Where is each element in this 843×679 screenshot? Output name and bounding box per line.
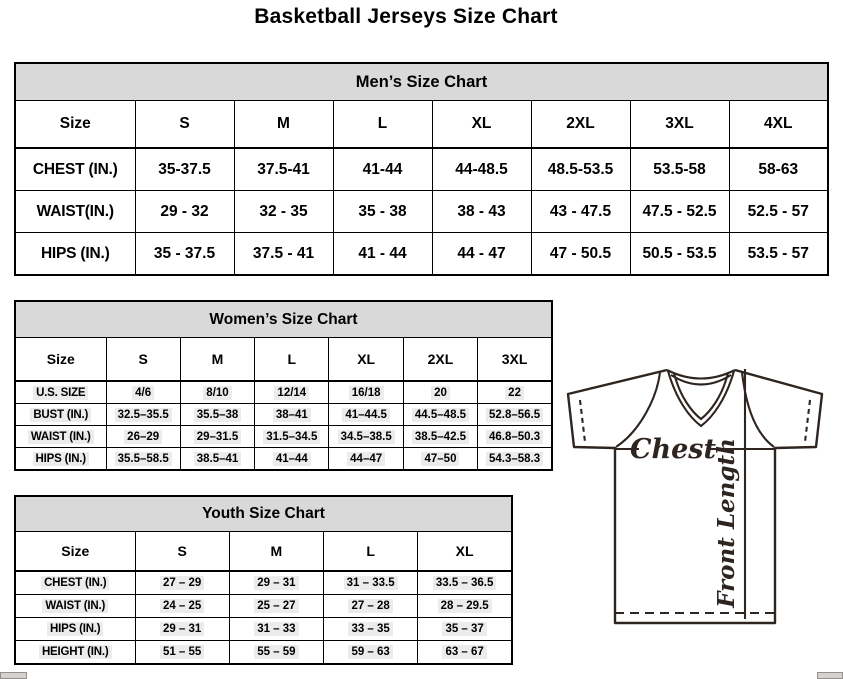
womens-row-label bbox=[15, 426, 106, 448]
youth-cell bbox=[229, 618, 323, 641]
table-row bbox=[15, 148, 828, 191]
cell-text: 33 – 35 bbox=[348, 622, 392, 636]
cell-text: 24 – 25 bbox=[160, 599, 204, 613]
mens-cell: 47.5 - 52.5 bbox=[630, 191, 729, 233]
cell-text: 46.8–50.3 bbox=[486, 430, 543, 444]
mens-row-label: CHEST (IN.) bbox=[15, 148, 135, 191]
mens-cell: 32 - 35 bbox=[234, 191, 333, 233]
cell-text: U.S. SIZE bbox=[33, 386, 88, 400]
cell-text: 29 – 31 bbox=[160, 622, 204, 636]
mens-cell: 58-63 bbox=[729, 148, 828, 191]
collar-back-arc-outer bbox=[667, 370, 735, 379]
youth-cell bbox=[229, 595, 323, 618]
womens-cell bbox=[403, 426, 477, 448]
youth-row-label bbox=[15, 641, 135, 665]
cell-text: 38.5–42.5 bbox=[412, 430, 469, 444]
womens-cell bbox=[180, 448, 254, 471]
womens-cell bbox=[403, 404, 477, 426]
right-cuff-dashed-line bbox=[805, 400, 810, 442]
cell-text: 33.5 – 36.5 bbox=[433, 576, 497, 590]
mens-cell: 43 - 47.5 bbox=[531, 191, 630, 233]
mens-row-label: WAIST(IN.) bbox=[15, 191, 135, 233]
cell-text: 8/10 bbox=[203, 386, 231, 400]
youth-cell bbox=[324, 618, 418, 641]
cell-text: 52.8–56.5 bbox=[486, 408, 543, 422]
youth-col-header: S bbox=[135, 532, 229, 572]
mens-cell: 44-48.5 bbox=[432, 148, 531, 191]
cell-text: 54.3–58.3 bbox=[486, 452, 543, 466]
womens-col-header: M bbox=[180, 338, 254, 382]
mens-col-header-size: Size bbox=[15, 101, 135, 149]
womens-col-header-size: Size bbox=[15, 338, 106, 382]
cell-text: 4/6 bbox=[132, 386, 154, 400]
mens-col-header: 3XL bbox=[630, 101, 729, 149]
cell-text: 44–47 bbox=[347, 452, 385, 466]
youth-cell bbox=[135, 595, 229, 618]
cell-text: 25 – 27 bbox=[254, 599, 298, 613]
cell-text: 47–50 bbox=[421, 452, 459, 466]
front-length-label: Front Length bbox=[713, 438, 740, 608]
mens-cell: 35 - 38 bbox=[333, 191, 432, 233]
youth-row-label bbox=[15, 595, 135, 618]
jersey-measurement-diagram bbox=[558, 363, 833, 629]
table-row bbox=[15, 618, 512, 641]
womens-cell bbox=[255, 426, 329, 448]
cell-text: 31 – 33 bbox=[254, 622, 298, 636]
cell-text: WAIST (IN.) bbox=[28, 430, 94, 444]
youth-row-label bbox=[15, 571, 135, 595]
womens-cell bbox=[478, 404, 552, 426]
mens-col-header: L bbox=[333, 101, 432, 149]
youth-cell bbox=[418, 595, 512, 618]
table-row bbox=[15, 404, 552, 426]
cell-text: 38.5–41 bbox=[194, 452, 242, 466]
mens-cell: 41-44 bbox=[333, 148, 432, 191]
youth-cell bbox=[418, 641, 512, 665]
womens-cell bbox=[106, 381, 180, 404]
womens-col-header: 3XL bbox=[478, 338, 552, 382]
womens-cell bbox=[106, 404, 180, 426]
mens-col-header: M bbox=[234, 101, 333, 149]
youth-size-table bbox=[14, 495, 513, 665]
mens-cell: 41 - 44 bbox=[333, 233, 432, 276]
mens-cell: 47 - 50.5 bbox=[531, 233, 630, 276]
cell-text: 44.5–48.5 bbox=[412, 408, 469, 422]
womens-cell bbox=[255, 404, 329, 426]
womens-col-header: XL bbox=[329, 338, 403, 382]
mens-cell: 37.5-41 bbox=[234, 148, 333, 191]
cell-text: HIPS (IN.) bbox=[33, 452, 89, 466]
mens-col-header: XL bbox=[432, 101, 531, 149]
table-row bbox=[15, 448, 552, 471]
cell-text: CHEST (IN.) bbox=[41, 576, 109, 590]
youth-cell bbox=[418, 571, 512, 595]
collar-back-arc-inner bbox=[671, 375, 731, 385]
cell-text: 51 – 55 bbox=[160, 645, 204, 659]
youth-cell bbox=[229, 641, 323, 665]
cell-text: 22 bbox=[505, 386, 524, 400]
cell-text: BUST (IN.) bbox=[30, 408, 91, 422]
table-row bbox=[15, 426, 552, 448]
cell-text: 38–41 bbox=[273, 408, 311, 422]
cell-text: 63 – 67 bbox=[442, 645, 486, 659]
womens-cell bbox=[478, 381, 552, 404]
mens-cell: 35 - 37.5 bbox=[135, 233, 234, 276]
womens-cell bbox=[180, 426, 254, 448]
cell-text: 12/14 bbox=[274, 386, 309, 400]
youth-cell bbox=[135, 571, 229, 595]
mens-cell: 50.5 - 53.5 bbox=[630, 233, 729, 276]
scrollbar-fragment-right[interactable] bbox=[817, 672, 843, 679]
cell-text: 29–31.5 bbox=[194, 430, 242, 444]
cell-text: 20 bbox=[431, 386, 450, 400]
table-row bbox=[15, 233, 828, 276]
womens-col-header: S bbox=[106, 338, 180, 382]
womens-cell bbox=[329, 404, 403, 426]
youth-cell bbox=[324, 641, 418, 665]
womens-cell bbox=[255, 381, 329, 404]
youth-cell bbox=[418, 618, 512, 641]
cell-text: HIPS (IN.) bbox=[47, 622, 103, 636]
mens-cell: 35-37.5 bbox=[135, 148, 234, 191]
table-row bbox=[15, 595, 512, 618]
womens-cell bbox=[478, 426, 552, 448]
cell-text: 26–29 bbox=[124, 430, 162, 444]
womens-cell bbox=[329, 381, 403, 404]
cell-text: 28 – 29.5 bbox=[438, 599, 492, 613]
cell-text: 59 – 63 bbox=[348, 645, 392, 659]
youth-cell bbox=[324, 595, 418, 618]
cell-text: 41–44.5 bbox=[342, 408, 390, 422]
mens-cell: 53.5 - 57 bbox=[729, 233, 828, 276]
table-row bbox=[15, 381, 552, 404]
youth-cell bbox=[229, 571, 323, 595]
scrollbar-fragment-left[interactable] bbox=[0, 672, 27, 679]
womens-row-label bbox=[15, 448, 106, 471]
page-title: Basketball Jerseys Size Chart bbox=[254, 5, 558, 28]
youth-cell bbox=[324, 571, 418, 595]
table-row bbox=[15, 641, 512, 665]
cell-text: 27 – 29 bbox=[160, 576, 204, 590]
right-armhole-seam bbox=[742, 372, 774, 447]
mens-cell: 52.5 - 57 bbox=[729, 191, 828, 233]
womens-row-label bbox=[15, 404, 106, 426]
jersey-outline bbox=[568, 370, 822, 623]
table-row bbox=[15, 571, 512, 595]
cell-text: 32.5–35.5 bbox=[115, 408, 172, 422]
womens-table-title: Women’s Size Chart bbox=[15, 301, 552, 338]
table-row bbox=[15, 191, 828, 233]
youth-row-label bbox=[15, 618, 135, 641]
cell-text: 16/18 bbox=[349, 386, 384, 400]
youth-col-header: M bbox=[229, 532, 323, 572]
mens-cell: 37.5 - 41 bbox=[234, 233, 333, 276]
youth-cell bbox=[135, 641, 229, 665]
womens-cell bbox=[255, 448, 329, 471]
mens-cell: 38 - 43 bbox=[432, 191, 531, 233]
youth-cell bbox=[135, 618, 229, 641]
cell-text: 35.5–58.5 bbox=[115, 452, 172, 466]
womens-col-header: 2XL bbox=[403, 338, 477, 382]
mens-col-header: 4XL bbox=[729, 101, 828, 149]
cell-text: 35 – 37 bbox=[442, 622, 486, 636]
mens-table-title: Men’s Size Chart bbox=[15, 63, 828, 101]
womens-cell bbox=[329, 426, 403, 448]
youth-col-header: L bbox=[324, 532, 418, 572]
chest-label: Chest bbox=[630, 434, 716, 465]
womens-col-header: L bbox=[255, 338, 329, 382]
cell-text: 29 – 31 bbox=[254, 576, 298, 590]
womens-size-table bbox=[14, 300, 553, 471]
cell-text: 35.5–38 bbox=[194, 408, 242, 422]
womens-cell bbox=[106, 448, 180, 471]
womens-cell bbox=[180, 381, 254, 404]
mens-row-label: HIPS (IN.) bbox=[15, 233, 135, 276]
womens-cell bbox=[403, 381, 477, 404]
cell-text: 27 – 28 bbox=[348, 599, 392, 613]
cell-text: 55 – 59 bbox=[254, 645, 298, 659]
mens-cell: 48.5-53.5 bbox=[531, 148, 630, 191]
womens-cell bbox=[180, 404, 254, 426]
womens-cell bbox=[106, 426, 180, 448]
mens-size-table bbox=[14, 62, 829, 276]
cell-text: WAIST (IN.) bbox=[42, 599, 108, 613]
womens-cell bbox=[403, 448, 477, 471]
mens-cell: 29 - 32 bbox=[135, 191, 234, 233]
mens-col-header: 2XL bbox=[531, 101, 630, 149]
cell-text: 41–44 bbox=[273, 452, 311, 466]
left-cuff-dashed-line bbox=[580, 400, 585, 442]
cell-text: 31.5–34.5 bbox=[263, 430, 320, 444]
cell-text: 31 – 33.5 bbox=[344, 576, 398, 590]
youth-table-title: Youth Size Chart bbox=[15, 496, 512, 532]
mens-col-header: S bbox=[135, 101, 234, 149]
youth-col-header-size: Size bbox=[15, 532, 135, 572]
youth-col-header: XL bbox=[418, 532, 512, 572]
cell-text: HEIGHT (IN.) bbox=[39, 645, 112, 659]
womens-row-label bbox=[15, 381, 106, 404]
mens-cell: 44 - 47 bbox=[432, 233, 531, 276]
cell-text: 34.5–38.5 bbox=[338, 430, 395, 444]
womens-cell bbox=[329, 448, 403, 471]
womens-cell bbox=[478, 448, 552, 471]
mens-cell: 53.5-58 bbox=[630, 148, 729, 191]
